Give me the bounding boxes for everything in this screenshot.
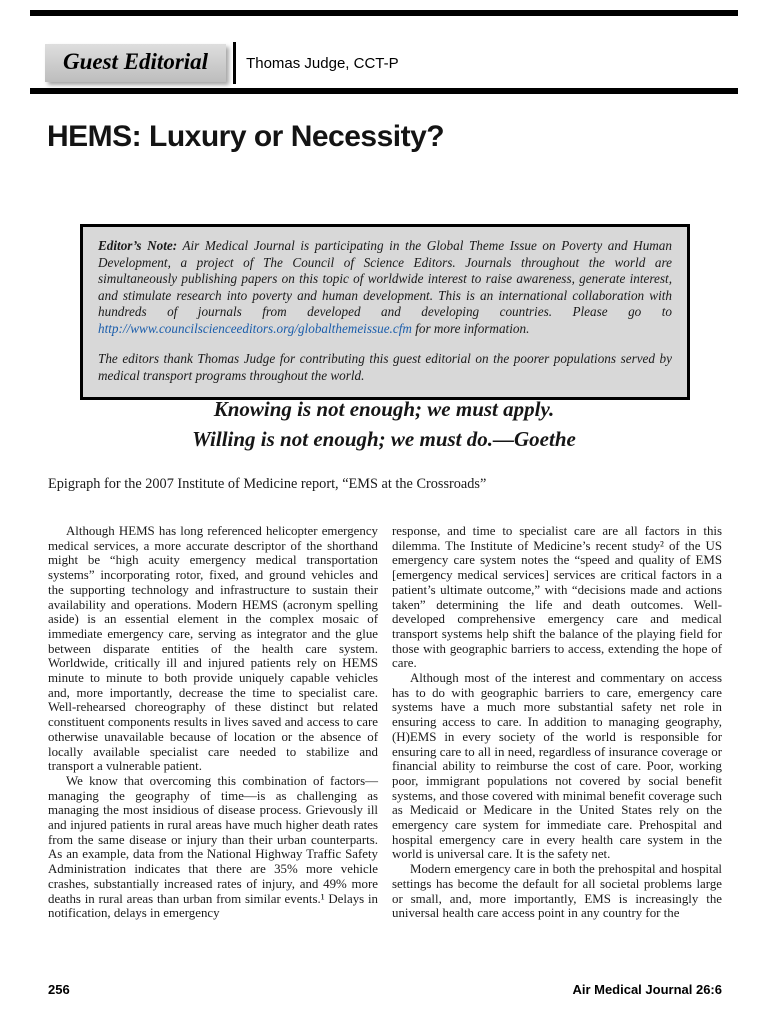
body-paragraph: response, and time to specialist care are all factors in this dilemma. The Institute of Medicine’s recent study² of the US emergency care system notes the “speed and quality of EMS [emergency medical services] services are critical factors in a patient’s ultimate outcome,” with “decisions made and actions taken” determining the life and death outcomes. Well-developed comprehensive emergency care and medical transport systems help shift the balance of the playing field for those with geographic barriers to access, extending the hope of care. [392, 524, 722, 671]
right-column [392, 524, 722, 921]
header-divider [233, 42, 236, 84]
epigraph-quote [0, 394, 768, 454]
editors-note-box [80, 224, 690, 400]
journal-reference: Air Medical Journal 26:6 [572, 982, 722, 997]
quote-line-2: Willing is not enough; we must do.—Goethe [192, 427, 576, 451]
editors-note-text-before-link: Air Medical Journal is participating in the Global Theme Issue on Poverty and Human Development, a project of The Council of Science Editors. Journals throughout the world are simultaneously publishing papers on this topic of worldwide interest to raise awareness, generate interest, and stimulate research into poverty and human development. This is an international collaboration with hundreds of journals from developed and developing countries. Please go to [98, 238, 672, 319]
editors-note-paragraph-2: The editors thank Thomas Judge for contributing this guest editorial on the poorer populations served by medical transport programs throughout the world. [98, 351, 672, 383]
council-science-editors-link[interactable]: http://www.councilscienceeditors.org/globalthemeissue.cfm [98, 320, 412, 336]
body-paragraph: Modern emergency care in both the prehospital and hospital settings has become the default for all societal problems large or small, and, more importantly, EMS is increasingly the universal health care access point in any country for the [392, 862, 722, 921]
section-label-box [45, 44, 226, 82]
body-paragraph: We know that overcoming this combination of factors—managing the geography of time—is as challenging as managing the most insidious of disease process. Grievously ill and injured patients in rural areas have much higher death rates from the same disease or injury than their urban counterparts. As an example, data from the National Highway Traffic Safety Administration indicates that there are 35% more vehicle crashes, substantially increased rates of injury, and 49% more deaths in rural areas than urban from similar events.¹ Delays in notification, delays in emergency [48, 773, 378, 921]
body-paragraph: Although HEMS has long referenced helicopter emergency medical services, a more accurate descriptor of the shorthand might be “high acuity emergency medical transportation systems” incorporating rotor, fixed, and ground vehicles and the supporting technology and infrastructure to sustain their availability and operations. Modern HEMS (acronym spelling aside) is an essential element in the complex mosaic of immediate emergency care, serving as integrator and the glue between disparate entities of the health care system. Worldwide, critically ill and injured patients rely on HEMS minute to minute to both provide uniquely capable vehicles and, more importantly, decrease the time to specialist care. Well-rehearsed choreography of these distinct but related constituent components results in lives saved and access to care otherwise unavailable because of location or the absence of locally available specialist care needed to stabilize and transport a vulnerable patient. [48, 524, 378, 774]
top-rule [30, 10, 738, 16]
editors-note-label: Editor’s Note: [98, 238, 178, 253]
epigraph-caption: Epigraph for the 2007 Institute of Medicine report, “EMS at the Crossroads” [48, 476, 487, 492]
article-body [48, 524, 722, 921]
header-bottom-rule [30, 88, 738, 94]
editors-note-text-after-link: for more information. [411, 320, 530, 336]
header [45, 42, 399, 84]
editors-note-paragraph-1 [98, 238, 672, 337]
quote-line-1: Knowing is not enough; we must apply. [213, 397, 555, 421]
page-footer [48, 982, 722, 997]
left-column [48, 524, 378, 921]
page-number: 256 [48, 982, 70, 997]
section-label: Guest Editorial [63, 49, 209, 74]
article-title: HEMS: Luxury or Necessity? [47, 120, 445, 153]
author-name: Thomas Judge, CCT-P [246, 54, 399, 72]
body-paragraph: Although most of the interest and commentary on access has to do with geographic barriers to care, emergency care systems have a much more substantial safety net role in ensuring access to care. In addition to managing geography, (H)EMS in every society of the world is responsible for ensuring care to all in need, regardless of insurance coverage or financial ability to reimburse the cost of care. Poor, working poor, immigrant populations not covered by social benefit systems, and those covered with minimal benefit coverage such as Medicaid or Medicare in the United States rely on the emergency care system for immediate care. Prehospital and hospital emergency care in every health care system in the world is universal care. It is the safety net. [392, 671, 722, 862]
